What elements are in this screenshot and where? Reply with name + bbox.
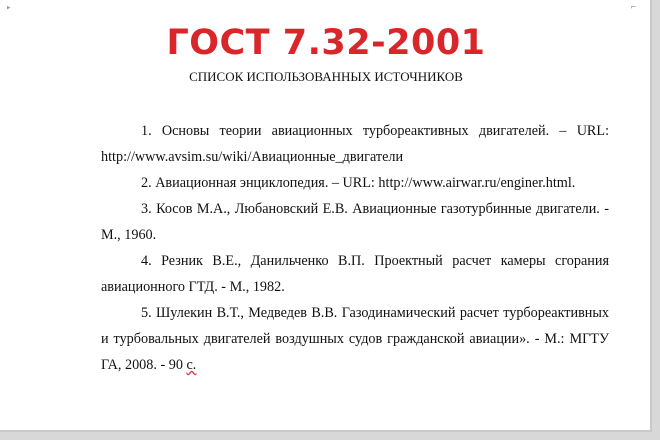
page-corner-marker-right: ⌐: [630, 3, 636, 13]
list-item: [101, 300, 609, 378]
reference-text: Косов М.А., Любановский Е.В. Авиационные газотурбинные двигатели. - М., 1960.: [101, 201, 610, 243]
reference-text: Резник В.Е., Данильченко В.П. Проектный расчет камеры сгорания авиационного ГТД. - М., 1982.: [101, 253, 609, 295]
list-item: [101, 170, 609, 196]
window-edge-right: [652, 0, 660, 440]
reference-text: Шулекин В.Т., Медведев В.В. Газодинамический расчет турбореактивных и турбовальных двигателей воздушных судов гражданской авиации». - М.: МГТУ ГА, 2008. - 90: [101, 305, 609, 373]
reference-text: Авиационная энциклопедия. – URL: http://www.airwar.ru/enginer.html.: [155, 175, 576, 191]
document-subtitle: СПИСОК ИСПОЛЬЗОВАННЫХ ИСТОЧНИКОВ: [189, 69, 463, 84]
document-title: ГОСТ 7.32-2001: [166, 23, 486, 63]
page-corner-marker-left: ▸: [6, 3, 12, 13]
list-item: [101, 248, 609, 300]
reference-number: 5.: [141, 305, 152, 321]
reference-number: 3.: [141, 201, 152, 217]
reference-number: 4.: [141, 253, 152, 269]
reference-text-tail: с.: [186, 357, 197, 373]
reference-text: Основы теории авиационных турбореактивных двигателей. – URL: http://www.avsim.su/wiki/Авиационные_двигатели: [101, 123, 610, 165]
reference-number: 2.: [141, 175, 152, 191]
list-item: [101, 196, 609, 248]
reference-list: [101, 118, 609, 378]
list-item: [101, 118, 609, 170]
reference-number: 1.: [141, 123, 152, 139]
window-edge-bottom: [0, 432, 660, 440]
